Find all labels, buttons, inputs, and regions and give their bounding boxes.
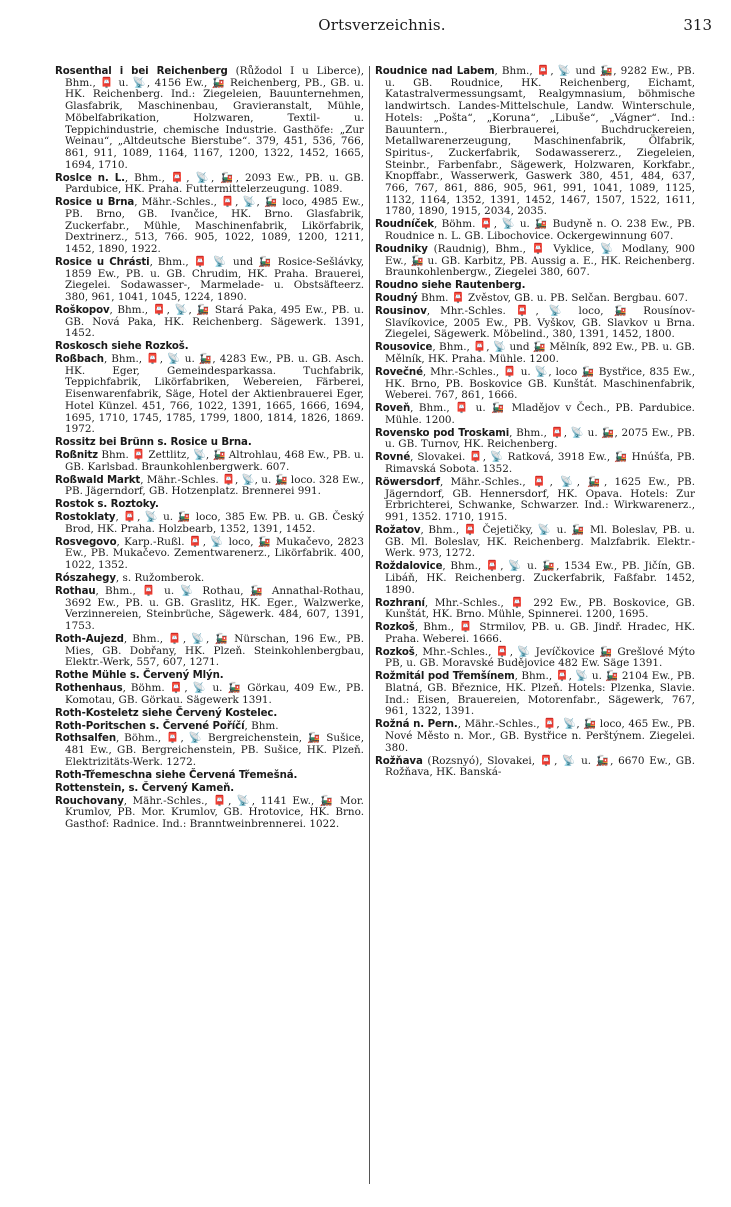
entry-headword: Roth-Aujezd [55, 633, 124, 645]
entry-headword: Rozkoš [375, 622, 415, 634]
directory-entry [55, 537, 364, 572]
directory-entry [375, 561, 695, 596]
directory-entry [375, 293, 695, 305]
entry-headword: Roslce n. L. [55, 172, 125, 184]
entry-headword: Roudno siehe Rautenberg. [375, 280, 526, 292]
directory-entry [375, 598, 695, 621]
directory-entry [55, 305, 364, 340]
entry-text: , Bhm., 📮, 📡, 🚂 Stará Paka, 495 Ew., PB. u. GB. Nová Paka, HK. Reichenberg. Sägewerk. 1391, 1452. [65, 303, 364, 340]
directory-entry [375, 219, 695, 242]
entry-headword: Roškopov [55, 304, 110, 316]
entry-text: Bhm. 📮 Zvěstov, GB. u. PB. Selčan. Bergbau. 607. [417, 292, 688, 305]
entry-headword: Rousovice [375, 342, 433, 354]
entry-text: (Rozsnyó), Slovakei, 📮, 📡 u. 🚂, 6670 Ew., GB. Rožňava, HK. Banská- [385, 754, 695, 779]
entry-text: , Bhm., 📮 Čejetičky, 📡 u. 🚂 Ml. Boleslav, PB. u. GB. Ml. Boleslav, HK. Reichenberg. Malzfabrik. Elektr.-Werk. 973, 1272. [385, 523, 695, 560]
entry-text: , Mähr.-Schles., 📮, 📡, 🚂, 1625 Ew., PB. Jägerndorf, GB. Hennersdorf, HK. Opava. Hotels: Zur Erbrichterei, Schwanke, Schwarzer. Ind.: Wirkwarenerz., 991, 1352. 1710, 1915. [385, 475, 695, 524]
directory-entry [55, 796, 364, 831]
directory-entry [375, 622, 695, 645]
directory-entry [55, 512, 364, 535]
entry-text: , Slovakei. 📮, 📡 Ratková, 3918 Ew., 🚂 Hnúšťa, PB. Rimavská Sobota. 1352. [385, 451, 695, 476]
entry-text: , Mähr.-Schles., 📮, 📡, 1141 Ew., 🚂 Mor. Krumlov, PB. Mor. Krumlov, GB. Hrotovice, HK. Brno. Gasthof: Radnice. Ind.: Branntweinbrennerei. 1022. [65, 794, 364, 830]
directory-entry [55, 586, 364, 633]
entry-headword: Rožmitál pod Třemšínem [375, 671, 515, 683]
directory-entry [55, 708, 364, 720]
page-number: 313 [683, 16, 712, 34]
entry-headword: Roudníček [375, 219, 434, 231]
directory-entry [375, 428, 695, 451]
directory-entry [375, 244, 695, 279]
entry-text: , Mhr.-Schles., 📮, 📡 Jevíčkovice 🚂 Grešlové Mýto PB, u. GB. Moravské Budějovice 482 Ew. Säge 1391. [385, 645, 695, 670]
entry-headword: Rožatov [375, 524, 421, 536]
directory-entry [55, 721, 364, 733]
entry-headword: Rovné [375, 452, 411, 464]
directory-entry [55, 670, 364, 682]
entry-text: , Bhm., 📮, 📡 und 🚂, 9282 Ew., PB. u. GB. Roudnice, HK. Reichenberg, Eichamt, Katastralvermessungsamt, Realgymnasium, böhmische landwirtsch. Landes-Mittelschule, Landw. Winterschule, Hotels: „Pošta“, „Koruna“, „Libuše“, „Vágner“. Ind.: Bauuntern., Bierbrauerei, Buchdruckereien, Metallwarenerzeugung, Maschinenfabrik, Ölfabrik, Spiritus-, Zuckerfabrik, Sodawassererz., Ziegeleien, Steinbr., Farbenfabr., Sägewerk, Holzwaren, Korkfabr., Knopffabr., Wasserwerk, Gaswerk 380, 451, 484, 637, 766, 767, 861, 886, 905, 961, 991, 1041, 1089, 1125, 1132, 1164, 1352, 1391, 1452, 1467, 1507, 1522, 1611, 1780, 1890, 1915, 2034, 2035. [385, 65, 695, 218]
entry-headword: Rosice u Brna [55, 197, 135, 209]
entry-headword: Roudný [375, 293, 418, 305]
entry-headword: Rothenhaus [55, 683, 123, 695]
entry-text: , Bhm., 📮 u. 📡 Rothau, 🚂 Annathal-Rothau, 3692 Ew., PB. u. GB. Graslitz, HK. Eger., Walzwerke, Verzinnereien, Steinbrüche, Sägewerk. 484, 607, 1391, 1753. [65, 584, 364, 632]
entry-headword: Rothe Mühle s. Červený Mlýn. [55, 670, 224, 682]
entry-headword: Rossitz bei Brünn s. Rosice u Brna. [55, 437, 252, 449]
column-divider [369, 66, 370, 1184]
directory-entry [55, 499, 364, 511]
directory-entry [375, 671, 695, 718]
entry-text: , Bhm., 📮, 📡, 🚂, 2093 Ew., PB. u. GB. Pardubice, HK. Praha. Futtermittelerzeugung. 1089. [65, 171, 364, 196]
entry-headword: Rozhraní [375, 597, 425, 609]
directory-entry [375, 66, 695, 218]
directory-entry [55, 354, 364, 436]
directory-entry [375, 280, 695, 292]
entry-text: , Bhm., 📮, 📡 und 🚂 Mělník, 892 Ew., PB. u. GB. Mělník, HK. Praha. Mühle. 1200. [385, 341, 695, 365]
entry-text: Bhm. 📮 Zettlitz, 📡, 🚂 Altrohlau, 468 Ew., PB. u. GB. Karlsbad. Braunkohlenbergwerk. 607. [65, 449, 365, 473]
entry-headword: Rouchovany [55, 795, 124, 807]
directory-entry [375, 647, 695, 670]
entry-headword: Rožná n. Pern. [375, 719, 458, 731]
entry-text: , Karp.-Rußl. 📮, 📡 loco, 🚂 Mukačevo, 2823 Ew., PB. Mukačevo. Zementwarenerz., Likörfabrik. 400, 1022, 1352. [65, 535, 364, 572]
entry-headword: Rosvegovo [55, 536, 117, 548]
entry-text: , s. Ružomberok. [115, 571, 205, 584]
directory-entry [55, 783, 364, 795]
entry-headword: Rostok s. Roztoky. [55, 499, 159, 511]
entry-headword: Roždalovice [375, 561, 443, 573]
directory-entry [55, 66, 364, 171]
entry-text: (Raudnig), Bhm., 📮 Vyklice, 📡 Modlany, 900 Ew., 🚂 u. GB. Karbitz, PB. Aussig a. E., HK. Reichenberg. Braunkohlenbergw., Ziegelei 380, 607. [385, 242, 695, 279]
entry-text: , Mhr.-Schles., 📮 u. 📡, loco 🚂 Bystřice, 835 Ew., HK. Brno, PB. Boskovice GB. Kunštát. Maschinenfabrik, Weberei. 767, 861, 1666. [385, 365, 695, 402]
directory-entry [375, 403, 695, 426]
entry-headword: Roskosch siehe Rozkoš. [55, 341, 189, 353]
entry-text: (Růžodol I u Liberce), Bhm., 📮 u. 📡, 4156 Ew., 🚂 Reichenberg, PB., GB. u. HK. Reichenberg. Ind.: Ziegeleien, Bauunternehmen, Glasfabrik, Maschinenbau, Gravieranstalt, Mühle, Möbelfabrikation, Holzwaren, Textil- u. Teppichindustrie, chemische Industrie. Gasthöfe: „Zur Weinau“, „Altdeutsche Bierstube“. 379, 451, 536, 766, 861, 911, 1089, 1164, 1167, 1200, 1322, 1452, 1665, 1694, 1710. [65, 65, 364, 171]
directory-entry [375, 452, 695, 475]
directory-entry [375, 342, 695, 365]
right-column [375, 66, 695, 780]
entry-text: , Böhm. 📮, 📡 u. 🚂 Görkau, 409 Ew., PB. Komotau, GB. Görkau. Sägewerk 1391. [65, 682, 364, 706]
directory-entry [375, 367, 695, 402]
entry-headword: Roth-Třemeschna siehe Červená Třemešná. [55, 769, 298, 781]
left-column [55, 66, 364, 832]
entry-headword: Rousinov [375, 306, 427, 317]
directory-entry [55, 257, 364, 304]
entry-text: , Bhm., 📮 📡 und 🚂 Rosice-Sešlávky, 1859 Ew., PB. u. GB. Chrudim, HK. Praha. Brauerei, Ziegelei. Sodawasser-, Marmelade- u. Obstsäfteerz. 380, 961, 1041, 1045, 1224, 1890. [65, 255, 365, 303]
entry-headword: Rostoklaty [55, 512, 116, 524]
entry-text: , Bhm. [244, 719, 279, 732]
entry-headword: Rovensko pod Troskami [375, 427, 510, 439]
directory-entry [55, 770, 364, 782]
entry-text: , Bhm., 📮 u. 🚂 Mladějov v Čech., PB. Pardubice. Mühle. 1200. [385, 402, 695, 426]
entry-headword: Rothau [55, 585, 96, 597]
entry-headword: Roth-Kosteletz siehe Červený Kostelec. [55, 707, 278, 719]
entry-headword: Rozkoš [375, 646, 415, 658]
entry-headword: Röwersdorf [375, 476, 440, 488]
page-title: Ortsverzeichnis. [318, 16, 446, 34]
directory-entry [375, 756, 695, 779]
entry-headword: Roßwald Markt [55, 474, 141, 486]
entry-headword: Roudniky [375, 243, 428, 255]
entry-text: , Mähr.-Schles. 📮, 📡, u. 🚂 loco. 328 Ew., PB. Jägerndorf, GB. Hotzenplatz. Brennerei 991. [65, 473, 365, 498]
directory-entry [375, 719, 695, 754]
directory-entry [55, 683, 364, 706]
entry-headword: Roßnitz [55, 450, 99, 461]
entry-text: , 📮, 📡 u. 🚂 loco, 385 Ew. PB. u. GB. Český Brod, HK. Praha. Holzbearb, 1352, 1391, 1452. [65, 511, 364, 535]
entry-headword: Roudnice nad Labem [375, 66, 495, 77]
entry-headword: Rothsalfen [55, 733, 116, 745]
entry-headword: Rosice u Chrásti [55, 256, 150, 268]
entry-text: , Bhm., 📮 Strmilov, PB. u. GB. Jindř. Hradec, HK. Praha. Weberei. 1666. [385, 621, 695, 645]
entry-text: , Mähr.-Schles., 📮, 📡, 🚂 loco, 4985 Ew., PB. Brno, GB. Ivančice, HK. Brno. Glasfabrik, Zuckerfabr., Mühle, Maschinenfabrik, Likörfabrik, Dextrinerz., 513, 766. 905, 1022, 1089, 1200, 1211, 1452, 1890, 1922. [65, 196, 365, 255]
entry-text: , Bhm., 📮, 📡, 🚂 Nürschan, 196 Ew., PB. Mies, GB. Dobřany, HK. Plzeň. Steinkohlenbergbau, Elektr.-Werk, 557, 607, 1271. [65, 632, 364, 669]
directory-entry [55, 341, 364, 353]
entry-headword: Rosenthal i bei Reichenberg [55, 66, 228, 77]
directory-entry [375, 477, 695, 524]
directory-entry [55, 437, 364, 449]
entry-headword: Rovečné [375, 366, 423, 378]
entry-text: , Bhm., 📮, 📡 u. 🚂 2104 Ew., PB. Blatná, GB. Březnice, HK. Plzeň. Hotels: Plzenka, Slavie. Ind.: Eisen, Brauereien, Motorenfabr., Sägewerk, 767, 961, 1322, 1391. [385, 670, 695, 718]
page-header [52, 16, 712, 40]
directory-entry [55, 573, 364, 585]
entry-headword: Roth-Poritschen s. Červené Poříčí [55, 720, 245, 732]
entry-text: , Bhm., 📮, 📡 u. 🚂, 2075 Ew., PB. u. GB. Turnov, HK. Reichenberg. [385, 426, 695, 451]
entry-text: , Mähr.-Schles., 📮, 📡, 🚂 loco, 465 Ew., PB. Nové Město n. Mor., GB. Bystřice n. Perštýnem. Ziegelei. 380. [385, 718, 695, 754]
entry-headword: Roßbach [55, 354, 104, 365]
directory-entry [55, 634, 364, 669]
entry-text: , Bhm., 📮, 📡 u. 🚂, 4283 Ew., PB. u. GB. Asch. HK. Eger, Gemeindesparkassa. Tuchfabrik, Teppichfabrik, Likörfabriken, Webereien, Färberei, Eisenwarenfabrik, Säge, Hotel der Aktienbrauerei Eger, Hotel Künzel. 451, 766, 1022, 1391, 1665, 1666, 1694, 1695, 1710, 1745, 1785, 1799, 1800, 1814, 1826, 1869. 1972. [65, 353, 364, 436]
entry-text: , Mhr.-Schles. 📮, 📡 loco, 🚂 Rousínov-Slavíkovice, 2005 Ew., PB. Vyškov, GB. Slavkov u Brna. Ziegelei, Sägewerk. Möbelind., 380, 1391, 1452, 1800. [385, 305, 695, 341]
directory-entry [375, 306, 695, 341]
entry-text: , Mhr.-Schles., 📮 292 Ew., PB. Boskovice, GB. Kunštát, HK. Brno. Mühle, Spinnerei. 1200, 1695. [385, 596, 695, 621]
entry-text: , Böhm., 📮, 📡 Bergreichenstein, 🚂 Sušice, 481 Ew., GB. Bergreichenstein, PB. Sušice, HK. Plzeň. Elektrizitäts-Werk. 1272. [65, 732, 364, 768]
entry-headword: Rottenstein, s. Červený Kameň. [55, 782, 235, 794]
directory-entry [55, 475, 364, 498]
entry-headword: Rožňava [375, 755, 423, 767]
entry-text: , Bhm., 📮, 📡 u. 🚂, 1534 Ew., PB. Jičín, GB. Libáň, HK. Reichenberg. Zuckerfabrik, Faßfabr. 1452, 1890. [385, 560, 695, 596]
directory-entry [55, 733, 364, 768]
directory-entry [55, 173, 364, 196]
directory-entry [55, 197, 364, 256]
entry-headword: Rószahegy [55, 572, 116, 584]
entry-text: , Böhm. 📮, 📡 u. 🚂 Budyně n. O. 238 Ew., PB. Roudnice n. L. GB. Libochovice. Ockergewinnung 607. [385, 218, 695, 243]
directory-entry [375, 525, 695, 560]
directory-entry [55, 450, 364, 473]
entry-headword: Roveň [375, 403, 411, 415]
